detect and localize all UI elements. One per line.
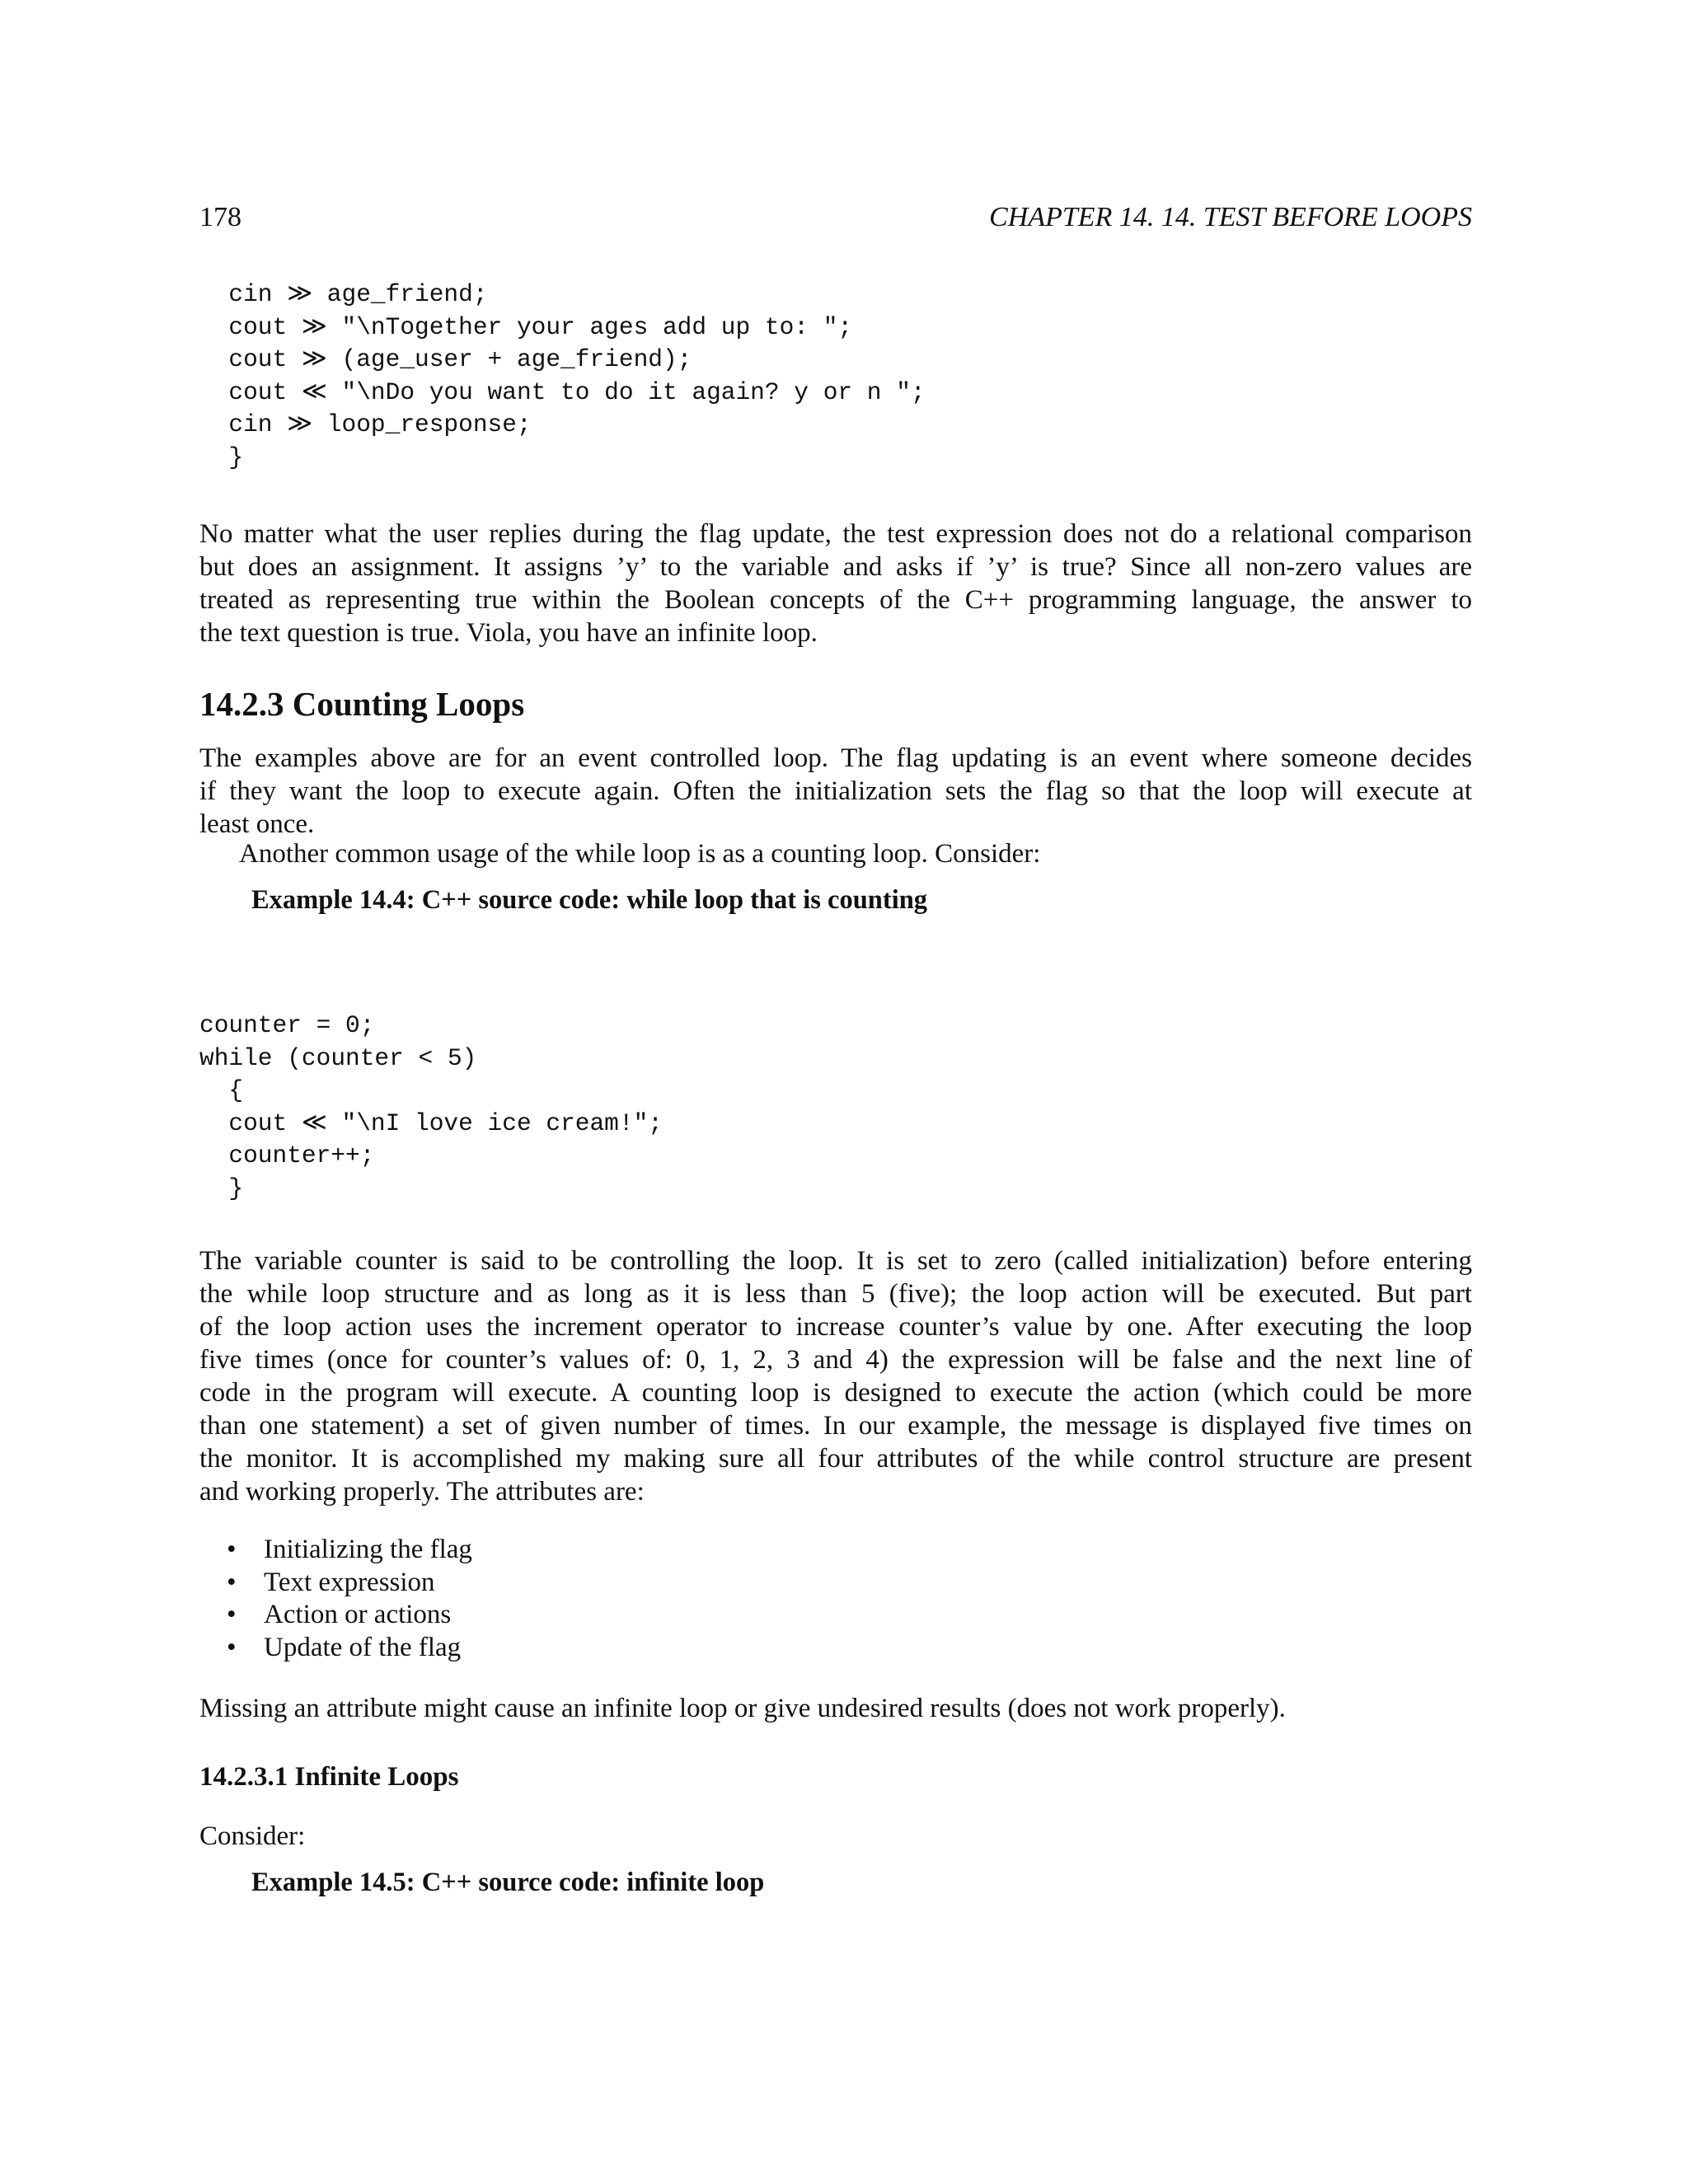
code-line: cout ≪ "\nI love ice cream!"; <box>199 1108 663 1137</box>
page-number: 178 <box>199 202 241 232</box>
list-item-text: Text expression <box>264 1567 435 1597</box>
code-line: cin ≫ age_friend; <box>199 280 488 308</box>
paragraph-line: the monitor. It is accomplished my making sure all four attributes of the while control structure are present <box>199 1444 1472 1474</box>
example-caption: Example 14.5: C++ source code: infinite loop <box>251 1868 765 1897</box>
list-item <box>227 1599 472 1632</box>
paragraph-line: The examples above are for an event controlled loop. The flag updating is an event where someone decides <box>199 743 1472 773</box>
paragraph-line: code in the program will execute. A counting loop is designed to execute the action (which could be more <box>199 1378 1472 1408</box>
code-line: while (counter < 5) <box>199 1043 477 1072</box>
section-heading: 14.2.3 Counting Loops <box>199 685 525 723</box>
paragraph-counting-intro: Another common usage of the while loop is as a counting loop. Consider: <box>239 839 1041 869</box>
running-head: CHAPTER 14. 14. TEST BEFORE LOOPS <box>989 202 1472 232</box>
bullet-icon: • <box>227 1600 237 1629</box>
list-item-text: Action or actions <box>264 1600 452 1629</box>
code-line: cout ≪ "\nDo you want to do it again? y or n "; <box>199 377 926 406</box>
bullet-icon: • <box>227 1535 237 1564</box>
code-line: } <box>199 443 244 471</box>
example-caption: Example 14.4: C++ source code: while loop that is counting <box>251 885 928 915</box>
list-item-text: Initializing the flag <box>264 1535 472 1564</box>
list-item-text: Update of the flag <box>264 1632 462 1662</box>
paragraph-line: least once. <box>199 809 315 839</box>
paragraph-line: and working properly. The attributes are: <box>199 1477 645 1507</box>
paragraph-line: than one statement) a set of given number of times. In our example, the message is displayed five times on <box>199 1411 1472 1441</box>
code-line: { <box>199 1076 244 1104</box>
attributes-list <box>227 1534 472 1664</box>
paragraph-line: The variable counter is said to be controlling the loop. It is set to zero (called initialization) before entering <box>199 1246 1472 1276</box>
code-block-counting-loop <box>199 1010 663 1205</box>
paragraph-line: the text question is true. Viola, you have an infinite loop. <box>199 618 818 648</box>
code-line: } <box>199 1174 244 1202</box>
code-line: cout ≫ (age_user + age_friend); <box>199 345 692 373</box>
code-block-age-sum <box>199 279 926 474</box>
paragraph-line: five times (once for counter’s values of: 0, 1, 2, 3 and 4) the expression will be false and the next line of <box>199 1345 1472 1375</box>
list-item <box>227 1632 472 1665</box>
paragraph-infinite-assignment <box>199 518 1472 649</box>
paragraph-line: No matter what the user replies during the flag update, the test expression does not do a relational comparison <box>199 519 1472 549</box>
paragraph-counter-explanation <box>199 1244 1472 1508</box>
subsection-heading: 14.2.3.1 Infinite Loops <box>199 1762 459 1792</box>
list-item <box>227 1534 472 1567</box>
bullet-icon: • <box>227 1632 237 1662</box>
paragraph-line: if they want the loop to execute again. Often the initialization sets the flag so that the loop will execute at <box>199 776 1472 806</box>
paragraph-line: but does an assignment. It assigns ’y’ to the variable and asks if ’y’ is true? Since all non-zero values are <box>199 552 1472 582</box>
paragraph-missing-attribute: Missing an attribute might cause an infinite loop or give undesired results (does not work properly). <box>199 1694 1286 1723</box>
consider-text: Consider: <box>199 1821 306 1851</box>
bullet-icon: • <box>227 1567 237 1597</box>
code-line: cout ≫ "\nTogether your ages add up to: "; <box>199 312 853 341</box>
list-item <box>227 1567 472 1600</box>
paragraph-line: treated as representing true within the Boolean concepts of the C++ programming language, the answer to <box>199 585 1472 615</box>
code-line: counter++; <box>199 1141 375 1169</box>
code-line: counter = 0; <box>199 1011 375 1039</box>
paragraph-event-controlled <box>199 742 1472 841</box>
paragraph-line: of the loop action uses the increment operator to increase counter’s value by one. After executing the loop <box>199 1312 1472 1342</box>
code-line: cin ≫ loop_response; <box>199 410 532 438</box>
paragraph-line: the while loop structure and as long as it is less than 5 (five); the loop action will be executed. But part <box>199 1279 1472 1309</box>
